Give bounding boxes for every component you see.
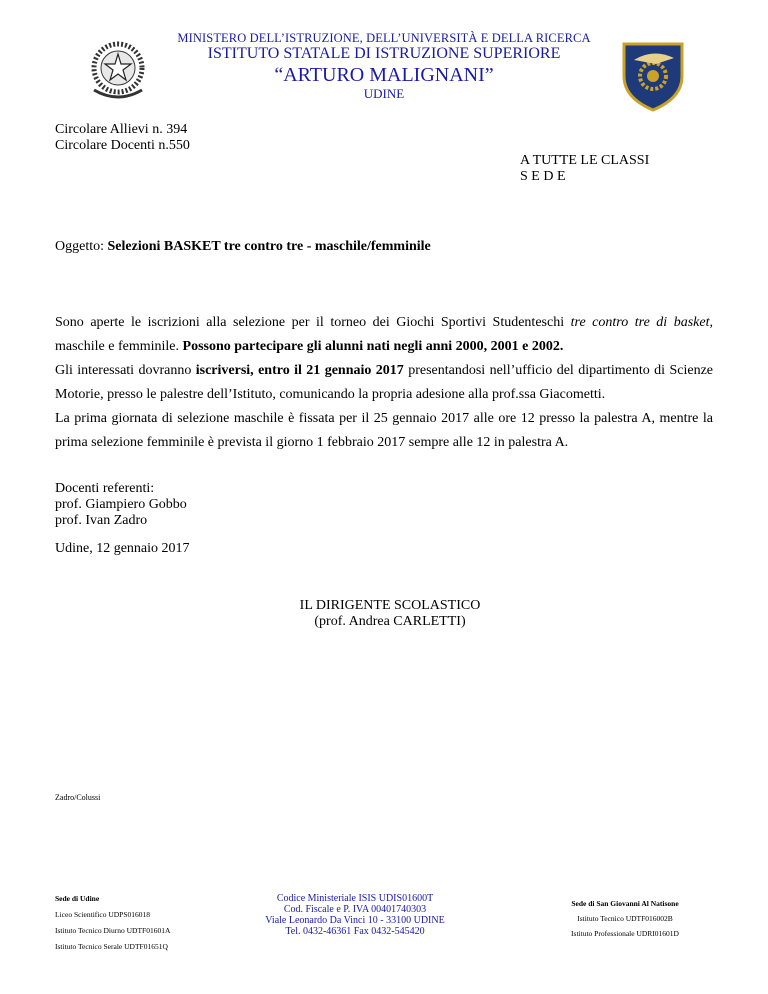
institute-name: “ARTURO MALIGNANI” xyxy=(274,64,494,86)
recipient-line-1: A TUTTE LE CLASSI xyxy=(520,153,650,168)
referents-title: Docenti referenti: xyxy=(55,481,155,496)
body-paragraph-2: Gli interessati dovranno iscriversi, entro il 21 gennaio 2017 presentandosi nell’ufficio del dipartimento di Scienze Motorie, presso le palestre dell’Istituto, comunicando la propria adesione alla prof.ssa Giacometti. xyxy=(55,363,714,402)
institute-type: ISTITUTO STATALE DI ISTRUZIONE SUPERIORE xyxy=(207,45,561,62)
footer-center xyxy=(240,893,470,937)
footer-left-line: Istituto Tecnico Diurno UDTF01601A xyxy=(55,926,171,935)
italian-republic-emblem xyxy=(82,34,154,104)
footer-left xyxy=(55,894,170,952)
footer-right-line: Istituto Tecnico UDTF016002B xyxy=(577,914,673,923)
referent-teacher: prof. Giampiero Gobbo xyxy=(55,497,187,512)
recipient-line-2: S E D E xyxy=(520,169,566,184)
subject-text: Selezioni BASKET tre contro tre - maschile/femminile xyxy=(107,239,431,254)
circular-students-ref: Circolare Allievi n. 394 xyxy=(55,122,188,137)
subject-line xyxy=(55,239,431,255)
footer-center-line: Tel. 0432-46361 Fax 0432-545420 xyxy=(285,926,425,937)
ministry-name: MINISTERO DELL’ISTRUZIONE, DELL’UNIVERSITÀ E DELLA RICERCA xyxy=(177,31,591,45)
author-initials: Zadro/Colussi xyxy=(55,793,101,802)
footer-left-line: Liceo Scientifico UDPS016018 xyxy=(55,910,150,919)
institute-city: UDINE xyxy=(363,86,405,101)
footer-center-line: Codice Ministeriale ISIS UDIS01600T xyxy=(276,893,434,904)
subject-label: Oggetto: xyxy=(55,239,108,254)
footer-left-line: Istituto Tecnico Serale UDTF01651Q xyxy=(55,942,168,951)
referent-teacher: prof. Ivan Zadro xyxy=(55,513,148,528)
malignani-logo xyxy=(620,38,686,112)
signer-name: (prof. Andrea CARLETTI) xyxy=(314,614,466,629)
body-paragraph-1: Sono aperte le iscrizioni alla selezione per il torneo dei Giochi Sportivi Studenteschi tre contro tre di basket, maschile e femminile. Possono partecipare gli alunni nati negli anni 2000, 2001 e 2002. xyxy=(55,315,713,354)
body-paragraph-3: La prima giornata di selezione maschile è fissata per il 25 gennaio 2017 alle ore 12 presso la palestra A, mentre la prima selezione femminile è prevista il giorno 1 febbraio 2017 sempre alle 12 in palestra A. xyxy=(55,411,713,450)
footer-right-title: Sede di San Giovanni Al Natisone xyxy=(571,899,679,908)
signer-role: IL DIRIGENTE SCOLASTICO xyxy=(299,598,481,613)
footer-center-line: Viale Leonardo Da Vinci 10 - 33100 UDINE xyxy=(265,915,445,926)
footer-right-line: Istituto Professionale UDRI01601D xyxy=(571,929,679,938)
footer-left-title: Sede di Udine xyxy=(55,894,100,903)
letter-body xyxy=(55,311,713,455)
letter-date: Udine, 12 gennaio 2017 xyxy=(55,541,190,556)
footer-center-line: Cod. Fiscale e P. IVA 00401740303 xyxy=(283,904,427,915)
circular-teachers-ref: Circolare Docenti n.550 xyxy=(55,138,190,153)
footer-right xyxy=(555,899,695,939)
